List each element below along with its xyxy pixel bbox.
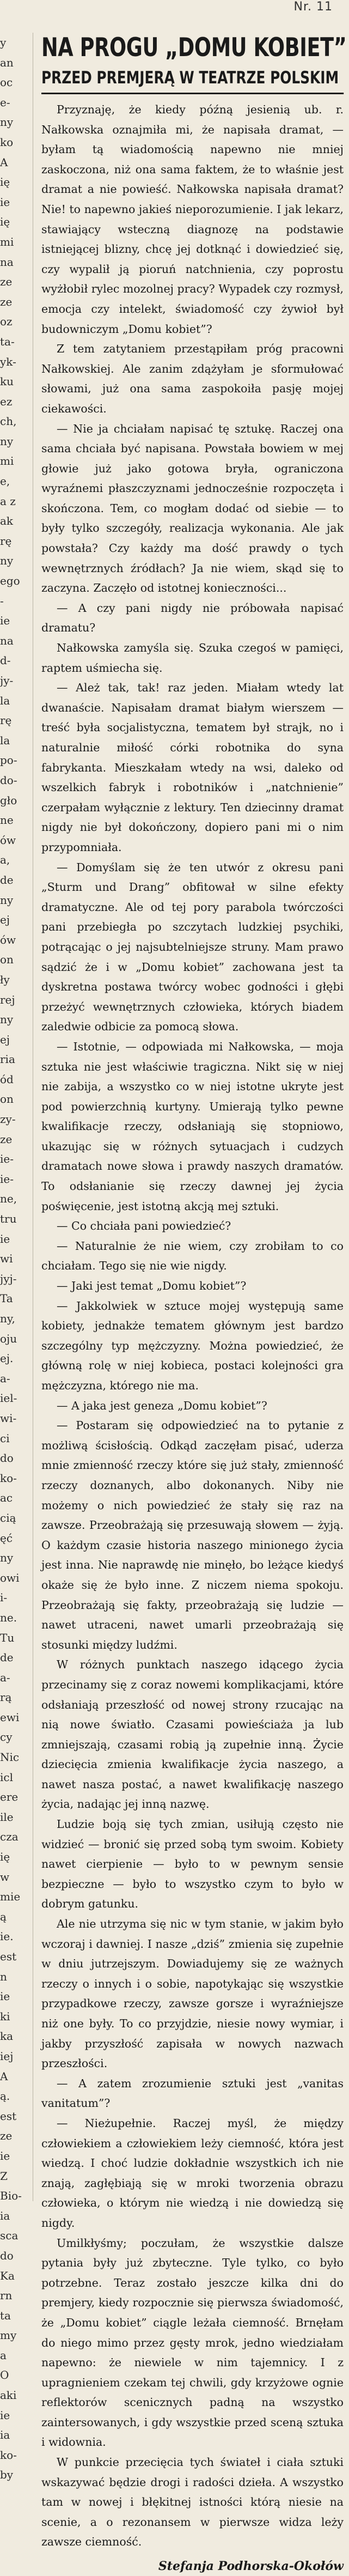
adjacent-column-line: ko: [0, 135, 14, 149]
adjacent-column-line: ie: [0, 614, 10, 628]
adjacent-column-line: ie: [0, 195, 10, 209]
adjacent-column-line: ie.: [0, 1930, 14, 1943]
adjacent-column-line: ów: [0, 833, 16, 847]
adjacent-column-line: A: [0, 155, 8, 169]
adjacent-column-line: do: [0, 1451, 14, 1465]
adjacent-column-line: ny: [0, 1551, 14, 1565]
adjacent-column-line: ne,: [0, 1192, 17, 1206]
adjacent-column-line: rej: [0, 993, 15, 1006]
page-number: Nr. 11: [293, 0, 333, 14]
adjacent-column-line: ki: [0, 2009, 10, 2023]
article-paragraph: Przyznaję, że kiedy późną jesienią ub. r. Nałkowska oznajmiła mi, że napisała dramat, — byłam tą wiadomością napewno nie mniej zaskoczona, niż ona sama faktem, że to właśnie jest dramat a nie powieść. Nałkowska napisała dramat? Nie! to napewno jakieś nieporozumienie. I jak lekarz, stawiający wsteczną diagnozę na podstawie istniejącej blizny, chcę jej dotknąć i dowiedzieć się, czy wypalił ją pioruń natchnienia, czy poprostu wyżłobił rylec mozolnej pracy? Wypadek czy rozmysł, emocja czy intelekt, świadomość czy żywioł był budowniczym „Domu kobiet”?: [41, 103, 344, 336]
adjacent-column-line: w: [0, 1870, 10, 1884]
adjacent-column-line: ria: [0, 1053, 15, 1066]
adjacent-column-line: ka: [0, 2030, 14, 2043]
article-paragraph: W różnych punktach naszego idącego życia przecinamy się z coraz nowemi komplikacjami, które odsłaniają przeszłość od nowej strony rzucając na nią nowe światło. Czasami powieściaża ja lub zmniejszają, czasami robią ją zupełnie inną. Życie dziecięcia zmienia kwalifikacje życia naszego, a nawet nasza postać, a nawet kwalifikację naszego życia, nadając jej inną nazwę.: [41, 1658, 344, 1811]
adjacent-column-line: a: [0, 2348, 7, 2362]
adjacent-column-line: ię: [0, 215, 10, 229]
adjacent-column-line: ęć: [0, 1531, 13, 1545]
adjacent-column-line: jyj-: [0, 1272, 17, 1285]
article-paragraph: — Ależ tak, tak! raz jeden. Miałam wtedy lat dwanaście. Napisałam dramat białym wierszem — treść była socjalistyczna, tematem był strajk, no i naturalnie miłość córki robotnika do syna fabrykanta. Mieszkałam wtedy na wsi, daleko od wszelkich fabryk i robotników i „natchnienie” czerpałam wyłącznie z lektury. Ten dziecinny dramat nigdy nie był dokończony, dopiero pani mi o nim przypomniała.: [41, 681, 344, 854]
adjacent-column-line: ą: [0, 1910, 7, 1923]
adjacent-column-line: ej: [0, 913, 10, 927]
article: [41, 29, 347, 2576]
adjacent-column-line: mi: [0, 235, 14, 248]
adjacent-column-line: ta: [0, 2308, 11, 2322]
article-paragraph: Umilkłyśmy; poczułam, że wszystkie dalsze pytania były już zbyteczne. Tyle tylko, co było potrzebne. Teraz zostało jeszcze kilka dni do premjery, kiedy rozpocznie się pierwsza świadomość, że „Domu kobiet” ciągle leżała ciemność. Brnęłam do niego mimo przez gęsty mrok, jedno wiedziałam napewno: że niewiele w nim tajemnicy. I z upragnieniem czekam tej chwili, gdy krzyżowe ognie reflektorów scenicznych padną na wszystko zaintersowanych, i gdy wszystkie przed sceną sztuka i widownia.: [41, 2236, 344, 2449]
article-paragraph: — A zatem zrozumienie sztuki jest „vanitas vanitatum”?: [41, 2076, 344, 2110]
article-paragraph: Z tem zatytaniem przestąpiłam próg pracowni Nałkowskiej. Ale zanim zdążyłam je sformułować słowami, już ona sama zaspokoiła pasję mojej ciekawości.: [41, 342, 344, 415]
adjacent-column-line: ch,: [0, 415, 17, 428]
adjacent-column-line: iel-: [0, 1392, 17, 1405]
adjacent-column-line: -: [0, 594, 4, 607]
article-paragraph: — Jakkolwiek w sztuce mojej występują same kobiety, jednakże tematem głównym jest bardzo szczególny typ mężczyzny. Można powiedzieć, że główną rolę w niej kobieca, postaci kolejności gra mężczyzna, którego nie ma.: [41, 1299, 344, 1392]
adjacent-column-line: cią: [0, 1511, 16, 1524]
adjacent-column-line: ku: [0, 375, 14, 388]
adjacent-column-fragment: [0, 33, 33, 2482]
adjacent-column-line: icl: [0, 1770, 13, 1784]
adjacent-column-line: ia: [0, 2428, 10, 2442]
adjacent-column-line: y: [0, 36, 7, 49]
adjacent-column-line: ze: [0, 2129, 13, 2143]
adjacent-column-line: ko-: [0, 1471, 17, 1485]
adjacent-column-line: rę: [0, 534, 12, 548]
adjacent-column-line: on: [0, 953, 14, 967]
adjacent-column-line: sca: [0, 2229, 19, 2243]
adjacent-column-line: ów: [0, 933, 16, 946]
adjacent-column-line: rę: [0, 714, 12, 727]
adjacent-column-line: jy-: [0, 674, 14, 687]
adjacent-column-line: ez: [0, 394, 13, 408]
adjacent-column-line: ie: [0, 2408, 10, 2422]
adjacent-column-line: la: [0, 694, 10, 707]
adjacent-column-line: ej.: [0, 1352, 14, 1365]
adjacent-column-line: iej: [0, 2049, 14, 2063]
adjacent-column-line: ą.: [0, 2089, 10, 2103]
adjacent-column-line: na: [0, 255, 14, 269]
adjacent-column-line: ere: [0, 1790, 19, 1804]
adjacent-column-line: i-: [0, 1591, 8, 1605]
adjacent-column-line: ny: [0, 116, 14, 129]
adjacent-column-line: Ka: [0, 2269, 15, 2282]
adjacent-column-line: n: [0, 1970, 7, 1983]
adjacent-column-line: d-: [0, 654, 11, 667]
article-paragraph: — Jaki jest temat „Domu kobiet”?: [57, 1279, 247, 1293]
adjacent-column-line: ze: [0, 1132, 13, 1146]
adjacent-column-line: zy-: [0, 1113, 16, 1126]
adjacent-column-line: wi: [0, 1252, 13, 1266]
article-paragraph: Ludzie boją się tych zmian, usiłują często nie widzieć — bronić się przed sobą tym swoim. Kobiety nawet cierpienie — było to w pewnym sensie bezpieczne — było to wszystko czym to było w dobrym gatunku.: [41, 1818, 344, 1911]
article-paragraph: — Postaram się odpowiedzieć na to pytanie z możliwą ścisłością. Odkąd zaczęłam pisać, uderza mnie zmienność rzeczy które się już stały, zmienność rzeczy doznanych, albo dokonanych. Niby nie możemy o nich powiedzieć że stały się raz na zawsze. Przeobrażają się przesuwają słowem — żyją. O każdym czasie historia naszego minionego życia jest inna. Nie naprawdę nie minęło, bo leżące kiedyś okaże się że było inne. Z niczem niema spokoju. Przeobrażają się fakty, przeobrażają się ludzie — nawet utraceni, nawet umarli przeobrażają się stosunki między ludźmi.: [41, 1419, 344, 1651]
adjacent-column-line: est: [0, 1950, 17, 1963]
adjacent-column-line: a-: [0, 1371, 10, 1385]
adjacent-column-line: ze: [0, 275, 13, 289]
adjacent-column-line: ły: [0, 973, 10, 986]
adjacent-column-line: on: [0, 1092, 14, 1106]
article-paragraph: — A jaka jest geneza „Domu kobiet”?: [57, 1399, 267, 1412]
adjacent-column-line: ie-: [0, 1152, 14, 1166]
adjacent-column-line: a,: [0, 853, 10, 867]
article-paragraph: — Nieżupełnie. Raczej myśl, że między człowiekiem a człowiekiem leży ciemność, która jest wiedzą. I choć ludzie dokładnie wszystkich ich nie znają, zagłębiają się w mroki tworzenia obrazu człowieka, o którym nie wiedzą i nie dowiedzą się nigdy.: [41, 2116, 344, 2229]
adjacent-column-line: ie: [0, 2149, 10, 2162]
adjacent-column-line: do: [0, 2249, 14, 2262]
adjacent-column-line: cza: [0, 1830, 19, 1844]
article-paragraph: — Nie ja chciałam napisać tę sztukę. Raczej ona sama chciała być napisana. Powstała bowiem w mej głowie już jako gotowa bryła, ograniczona wyraźnemi płaszczyznami jednocześnie rozpoczęta i skończona. Tem, co mogłam dodać od siebie — to były tylko szczegóły, realizacja wykonania. Ale jak powstała? Czy każdy ma dość prawdy o tych wewnętrznych źródłach? Ja nie wiem, skąd się to zaczyna. Zaczęło od istotnej konieczności...: [41, 422, 344, 595]
adjacent-column-line: po-: [0, 754, 17, 767]
adjacent-column-line: Nic: [0, 1751, 20, 1764]
article-paragraph: — Istotnie, — odpowiada mi Nałkowska, — moja sztuka nie jest właściwie tragiczna. Nikt się w niej nie zabija, a wszystko co w niej istotne ukryte jest pod powierzchnią kurtyny. Umierają tylko pewne kwalifikacje rzeczy, odsłaniają się stopniowo, ukazując się w różnych sytuacjach i cudzych dramatach nowe słowa i prawdy naszych dramatów. To odsłanianie się rzeczy dawnej jej życia poświęcenie, jest istotną akcją mej sztuki.: [41, 1040, 344, 1213]
adjacent-column-line: est: [0, 2109, 17, 2123]
adjacent-column-line: owi: [0, 1571, 20, 1584]
adjacent-column-line: yk-: [0, 355, 16, 368]
adjacent-column-line: ze: [0, 295, 13, 308]
article-paragraph: Nałkowska zamyśla się. Szuka czegoś w pamięci, raptem uśmiecha się.: [41, 641, 344, 675]
adjacent-column-line: tru: [0, 1212, 17, 1226]
article-headline: NA PROGU „DOMU KOBIET”: [41, 33, 347, 63]
article-body: [41, 100, 344, 2552]
adjacent-column-line: ie: [0, 1990, 10, 2003]
article-subheadline: PRZED PREMJERĄ W TEATRZE POLSKIM: [41, 66, 344, 94]
adjacent-column-line: e-: [0, 95, 10, 109]
adjacent-column-line: oz: [0, 315, 13, 329]
adjacent-column-line: do-: [0, 773, 17, 787]
adjacent-column-line: ie: [0, 1232, 10, 1246]
adjacent-column-line: Tu: [0, 1631, 15, 1644]
adjacent-column-line: ci: [0, 1431, 10, 1445]
adjacent-column-line: oc: [0, 76, 13, 89]
adjacent-column-line: ak: [0, 514, 14, 528]
adjacent-column-line: oju: [0, 1332, 17, 1345]
adjacent-column-line: ię: [0, 1850, 10, 1864]
article-paragraph: — Co chciała pani powiedzieć?: [57, 1219, 231, 1233]
adjacent-column-line: by: [0, 2468, 14, 2482]
adjacent-column-line: ie-: [0, 1172, 14, 1186]
adjacent-column-line: de: [0, 873, 14, 886]
adjacent-column-line: de: [0, 1651, 14, 1664]
article-byline: Stefanja Podhorska-Okołów: [158, 2559, 344, 2574]
adjacent-column-line: ny: [0, 893, 14, 907]
adjacent-column-line: A: [0, 2069, 8, 2083]
adjacent-column-line: ewi: [0, 1710, 20, 1724]
adjacent-column-line: a z: [0, 494, 16, 508]
adjacent-column-line: e,: [0, 475, 10, 488]
adjacent-column-line: ny,: [0, 1312, 15, 1325]
article-paragraph: W punkcie przecięcia tych świateł i ciała sztuki wskazywać będzie drogi i radości dzieła. A wszystko tam w nowej i błękitnej istności którą niesie na scenie, a o rezonansem w pierwsze widza leży zawsze ciemność.: [41, 2456, 344, 2549]
adjacent-column-line: cy: [0, 1730, 13, 1744]
adjacent-column-line: Z: [0, 2169, 8, 2183]
adjacent-column-line: Bio-: [0, 2189, 22, 2203]
adjacent-column-line: na: [0, 634, 14, 647]
adjacent-column-line: ko-: [0, 2448, 17, 2462]
adjacent-column-line: ile: [0, 1810, 14, 1824]
adjacent-column-line: mi: [0, 454, 14, 468]
adjacent-column-line: ny: [0, 1013, 14, 1026]
adjacent-column-line: ego: [0, 574, 20, 588]
adjacent-column-line: my: [0, 2329, 17, 2342]
adjacent-column-line: ię: [0, 175, 10, 189]
adjacent-column-line: gło: [0, 793, 17, 807]
article-paragraph: Ale nie utrzyma się nic w tym stanie, w jakim było wczoraj i dawniej. I nasze „dziś” zmienia się zupełnie w dniu jutrzejszym. Dowiadujemy się ze ważnych rzeczy o innych i o sobie, napotykając się wszystkie przypadkowe rzeczy, zawsze gorsze i wyraźniejsze niż one były. To co przyjdzie, niesie nowy wymiar, i jakby przyszłość zapisała w nowych nazwach przeszłości.: [41, 1917, 344, 2070]
adjacent-column-line: ne.: [0, 1611, 17, 1624]
adjacent-column-line: an: [0, 56, 14, 69]
adjacent-column-line: wi-: [0, 1411, 17, 1425]
adjacent-column-line: ód: [0, 1072, 14, 1086]
adjacent-column-line: rą: [0, 1691, 12, 1704]
adjacent-column-line: la: [0, 733, 10, 747]
adjacent-column-line: ac: [0, 1491, 13, 1505]
adjacent-column-line: ta-: [0, 335, 15, 348]
article-paragraph: — Naturalnie że nie wiem, czy zrobiłam to co chciałam. Tego się nie wie nigdy.: [41, 1239, 344, 1273]
article-paragraph: — A czy pani nigdy nie próbowała napisać dramatu?: [41, 601, 344, 635]
adjacent-column-line: O: [0, 2368, 9, 2382]
adjacent-column-line: aki: [0, 2389, 17, 2402]
adjacent-column-line: ny: [0, 554, 14, 568]
adjacent-column-line: rn: [0, 2289, 13, 2302]
adjacent-column-line: ej: [0, 1032, 10, 1046]
adjacent-column-line: mie: [0, 1890, 21, 1904]
adjacent-column-line: ny: [0, 434, 14, 448]
adjacent-column-line: Ta: [0, 1292, 13, 1305]
adjacent-column-line: ia: [0, 2209, 10, 2222]
adjacent-column-line: a-: [0, 1670, 10, 1684]
adjacent-column-line: ne: [0, 813, 14, 827]
article-paragraph: — Domyślam się że ten utwór z okresu pani „Sturm und Drang” obfitował w silne efekty dramatyczne. Ale od tej pory parabola twórczości pani przebiegła po szczytach ludzkiej psychiki, potrącając o jej najsubtelniejsze struny. Mam prawo sądzić że i w „Domu kobiet” zachowana jest ta dyskretna postawa twórcy wobec godności i głębi przeżyć wewnętrznych człowieka, których biadem zaledwie odbicie za pomocą słowa.: [41, 860, 344, 1034]
